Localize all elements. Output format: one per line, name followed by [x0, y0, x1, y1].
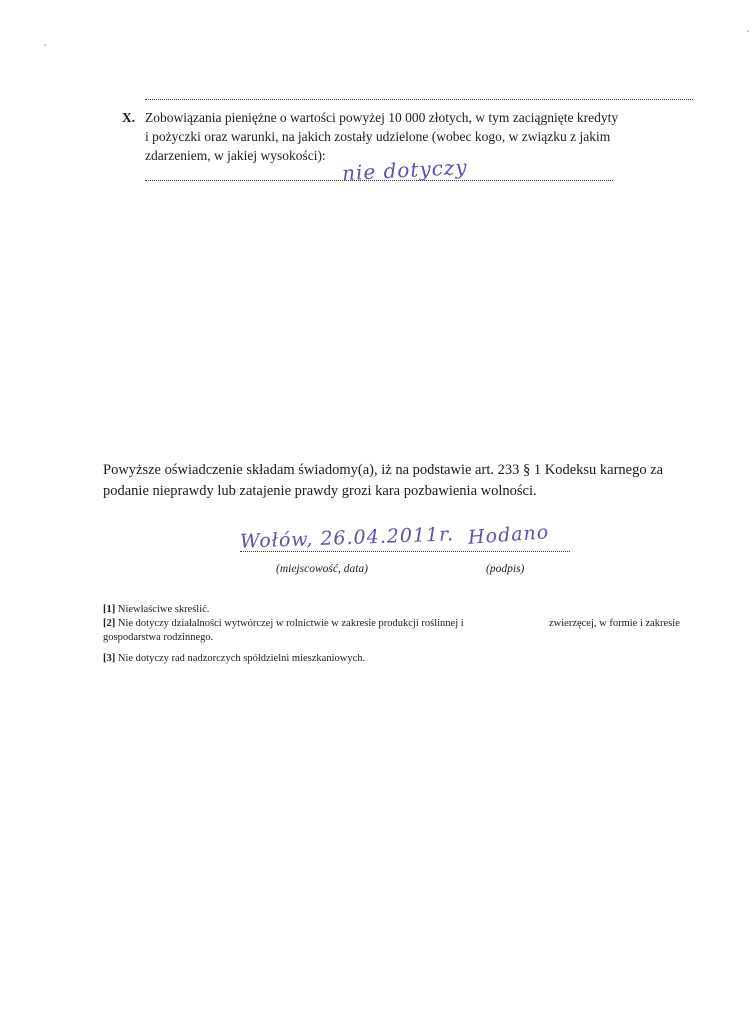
declaration-line1: Powyższe oświadczenie składam świadomy(a), iż na podstawie art. 233 § 1 Kodeksu karnego za [103, 462, 664, 478]
footnote-marker: [3] [103, 653, 116, 664]
footnote-1 [103, 603, 209, 616]
footnote-2-continuation: zwierzęcej, w formie i zakresie [549, 618, 680, 629]
footnote-text: Niewłaściwe skreślić. [117, 604, 210, 615]
section-number: X. [122, 110, 136, 125]
place-date-label: (miejscowość, data) [276, 563, 368, 575]
scan-speck [747, 30, 749, 32]
section-x-line3: zdarzeniem, w jakiej wysokości): [145, 148, 326, 163]
signature-dotted-line [240, 551, 570, 552]
footnote-marker: [2] [103, 618, 116, 629]
footnote-2 [103, 617, 464, 630]
footnote-text: Nie dotyczy działalności wytwórczej w rolnictwie w zakresie produkcji roślinnej i [117, 618, 464, 629]
handwritten-signature: Hodano [467, 521, 550, 549]
footnote-text: Nie dotyczy rad nadzorczych spółdzielni mieszkaniowych. [117, 653, 366, 664]
footnote-2-line2: gospodarstwa rodzinnego. [103, 632, 214, 643]
footnote-3 [103, 652, 365, 665]
footnote-marker: [1] [103, 604, 116, 615]
section-x-line1: Zobowiązania pieniężne o wartości powyżej 10 000 złotych, w tym zaciągnięte kredyty [145, 110, 619, 125]
declaration-line2: podanie nieprawdy lub zatajenie prawdy grozi kara pozbawienia wolności. [103, 483, 537, 499]
section-x-line2: i pożyczki oraz warunki, na jakich zostały udzielone (wobec kogo, w związku z jakim [145, 129, 611, 144]
top-dotted-line [145, 99, 693, 100]
handwritten-place-date: Wołów, 26.04.2011r. [239, 523, 455, 553]
scan-speck [44, 44, 46, 46]
handwritten-answer: nie dotyczy [341, 154, 469, 186]
signature-label: (podpis) [486, 563, 525, 575]
